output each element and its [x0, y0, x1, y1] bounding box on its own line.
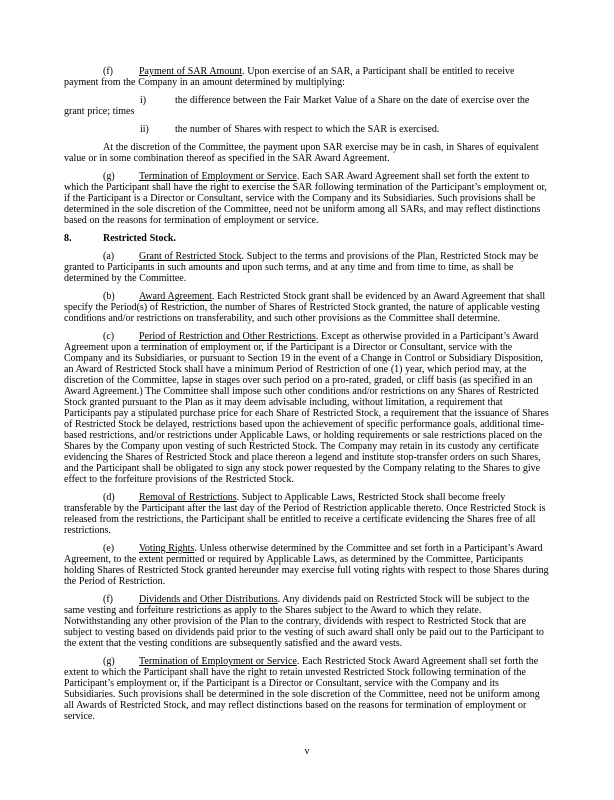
paragraph-committee-discretion: [64, 142, 550, 164]
clause-body: . Subject to Applicable Laws, Restricted Stock shall become freely transferable by the Participant after the last day of the Period of Restriction applicable thereto. Once Restricted Stock is released from the restrictions, the Participant shall be entitled to receive a certificate evidencing the Shares free of all restrictions.: [64, 492, 546, 536]
clause-body: . Each SAR Award Agreement shall set forth the extent to which the Participant shall have the right to exercise the SAR following termination of the Participant’s employment or, if the Participant is a Director or Consultant, service with the Company and its Subsidiaries. Such provisions shall be determined in the sole discretion of the Committee, need not be uniform among all SARs, and may reflect distinctions based on the reasons for termination of employment or service.: [64, 171, 547, 226]
clause-heading: Dividends and Other Distributions: [139, 594, 278, 605]
clause-body: . Except as otherwise provided in a Participant’s Award Agreement upon a termination of employment or, if the Participant is a Director or Consultant, service with the Company and its Subsidiaries, or pursuant to Section 19 in the event of a Change in Control or Subsidiary Disposition, an Award of Restricted Stock shall have a minimum Period of Restriction of one (1) year, which period may, at the discretion of the Committee, lapse in stages over such period on a pro-rated, graded, or cliff basis (as specified in an Award Agreement.) The Committee shall impose such other conditions and/or restrictions on any Shares of Restricted Stock granted pursuant to the Plan as it may deem advisable including, without limitation, a requirement that Participants pay a stipulated purchase price for each Share of Restricted Stock, a requirement that the issuance of Shares of Restricted Stock be delayed, restrictions based upon the achievement of specific performance goals, additional time-based restrictions, and/or restrictions under Applicable Laws, or holding requirements or sale restrictions placed on the Shares by the Company upon vesting of such Restricted Stock. The Company may retain in its custody any certificate evidencing the Shares of Restricted Stock and place thereon a legend and institute stop-transfer orders on such Shares, and the Participant shall be obligated to sign any stock power requested by the Company relating to the Shares to give effect to the forfeiture provisions of the Restricted Stock.: [64, 331, 549, 485]
clause-label: (g): [103, 171, 115, 182]
clause-body: . Each Restricted Stock grant shall be evidenced by an Award Agreement that shall specify the Period(s) of Restriction, the number of Shares of Restricted Stock granted, the nature of applicable vesting conditions and/or restrictions on transferability, and such other provisions as the Committee shall determine.: [64, 291, 546, 324]
clause-label: (a): [103, 251, 115, 262]
clause-heading: Award Agreement: [139, 291, 212, 302]
list-item-i: [64, 95, 550, 117]
clause-g-termination-restricted-stock: [64, 656, 550, 722]
clause-e-voting-rights: [64, 543, 550, 587]
clause-body: . Upon exercise of an SAR, a Participant shall be entitled to receive payment from the Company in an amount determined by multiplying:: [64, 66, 515, 88]
section-title: Restricted Stock: [103, 233, 174, 244]
clause-label: (g): [103, 656, 115, 667]
list-body: the difference between the Fair Market Value of a Share on the date of exercise over the grant price; times: [64, 95, 530, 117]
clause-heading: Grant of Restricted Stock: [139, 251, 242, 262]
clause-f-dividends-distributions: [64, 594, 550, 649]
clause-body: . Unless otherwise determined by the Committee and set forth in a Participant’s Award Agreement, to the extent permitted or required by Applicable Laws, as determined by the Committee, Participants holding Shares of Restricted Stock granted hereunder may exercise full voting rights with respect to those Shares during the Period of Restriction.: [64, 543, 549, 587]
clause-label: (e): [103, 543, 115, 554]
section-number: 8.: [64, 233, 72, 244]
clause-heading: Period of Restriction and Other Restrictions: [139, 331, 316, 342]
clause-heading: Termination of Employment or Service: [139, 656, 297, 667]
clause-label: (d): [103, 492, 115, 503]
clause-f-payment-of-sar-amount: [64, 66, 550, 88]
clause-body: . Each Restricted Stock Award Agreement shall set forth the extent to which the Participant shall have the right to retain unvested Restricted Stock following termination of the Participant’s employment or, if the Participant is a Director or Consultant, service with the Company and its Subsidiaries. Such provisions shall be determined in the sole discretion of the Committee, need not be uniform among all Awards of Restricted Stock, and may reflect distinctions based on the reasons for termination of employment or service.: [64, 656, 540, 722]
clause-heading: Termination of Employment or Service: [139, 171, 297, 182]
list-body: the number of Shares with respect to which the SAR is exercised.: [175, 124, 440, 135]
clause-body: . Subject to the terms and provisions of the Plan, Restricted Stock may be granted to Participants in such amounts and upon such terms, and at any time and from time to time, as shall be determined by the Committee.: [64, 251, 539, 284]
clause-g-termination-sar: [64, 171, 550, 226]
clause-label: (b): [103, 291, 115, 302]
clause-c-period-of-restriction: [64, 331, 550, 485]
clause-d-removal-of-restrictions: [64, 492, 550, 536]
list-label: i): [140, 95, 147, 106]
clause-body: . Any dividends paid on Restricted Stock will be subject to the same vesting and forfeiture restrictions as apply to the Shares subject to the Award to which they relate. Notwithstanding any other provision of the Plan to the contrary, dividends with respect to Restricted Stock that are subject to vesting based on dividends paid prior to the vesting of such award shall only be paid out to the Participant to the extent that the vesting conditions are subsequently satisfied and the award vests.: [64, 594, 544, 649]
section-title-period: .: [173, 233, 176, 244]
page-number: v: [304, 746, 310, 757]
clause-label: (f): [103, 594, 113, 605]
list-item-ii: [64, 124, 550, 135]
clause-label: (f): [103, 66, 113, 77]
clause-heading: Payment of SAR Amount: [139, 66, 243, 77]
clause-b-award-agreement: [64, 291, 550, 324]
clause-label: (c): [103, 331, 115, 342]
clause-heading: Voting Rights: [139, 543, 195, 554]
clause-a-grant-of-restricted-stock: [64, 251, 550, 284]
clause-heading: Removal of Restrictions: [139, 492, 237, 503]
paragraph-body: At the discretion of the Committee, the payment upon SAR exercise may be in cash, in Shares of equivalent value or in some combination thereof as specified in the SAR Award Agreement.: [64, 142, 539, 164]
document-body: [64, 66, 550, 722]
list-label: ii): [140, 124, 149, 135]
section-heading-8-restricted-stock: [64, 233, 550, 244]
page-footer: [0, 746, 614, 757]
